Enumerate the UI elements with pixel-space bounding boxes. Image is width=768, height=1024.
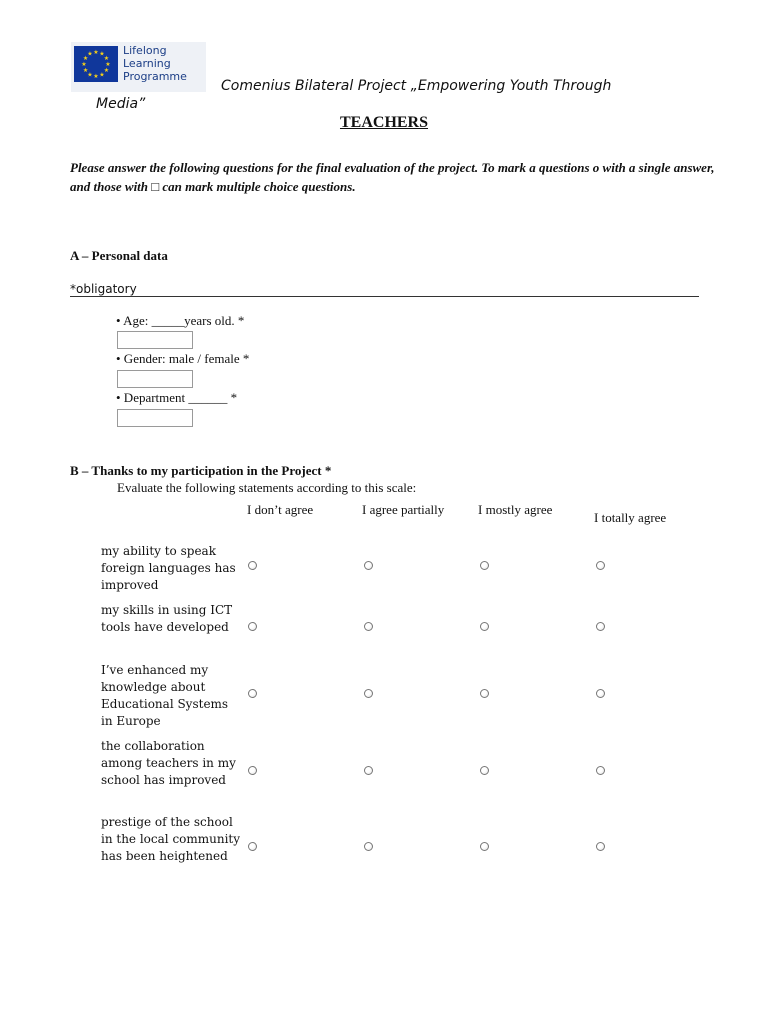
radio-5-totally-agree[interactable] — [596, 842, 605, 851]
age-input[interactable] — [117, 331, 193, 349]
divider — [70, 296, 699, 297]
obligatory-note: *obligatory — [70, 282, 137, 296]
radio-1-agree-partially[interactable] — [364, 561, 373, 570]
svg-text:★: ★ — [82, 55, 89, 62]
radio-4-totally-agree[interactable] — [596, 766, 605, 775]
svg-text:★: ★ — [105, 61, 111, 68]
radio-5-mostly-agree[interactable] — [480, 842, 489, 851]
radio-4-mostly-agree[interactable] — [480, 766, 489, 775]
svg-text:★: ★ — [81, 61, 87, 68]
scale-col-4: I totally agree — [594, 510, 667, 525]
radio-5-agree-partially[interactable] — [364, 842, 373, 851]
radio-3-dont-agree[interactable] — [248, 689, 257, 698]
radio-1-dont-agree[interactable] — [248, 561, 257, 570]
radio-3-mostly-agree[interactable] — [480, 689, 489, 698]
radio-5-dont-agree[interactable] — [248, 842, 257, 851]
scale-col-3: I mostly agree — [478, 502, 553, 517]
radio-2-totally-agree[interactable] — [596, 622, 605, 631]
radio-2-agree-partially[interactable] — [364, 622, 373, 631]
statement-3: I’ve enhanced my knowledge about Educational Systems in Europe — [101, 663, 229, 728]
age-label: • Age: _____years old. * — [116, 313, 245, 328]
logo-text: Lifelong Learning Programme — [123, 44, 187, 83]
svg-text:★: ★ — [103, 67, 110, 74]
department-input[interactable] — [117, 409, 193, 427]
svg-text:★: ★ — [99, 71, 105, 79]
svg-text:★: ★ — [93, 49, 99, 56]
scale-intro: Evaluate the following statements according to this scale: — [117, 480, 417, 495]
statement-2: my skills in using ICT tools have developed — [101, 603, 233, 634]
page-title: TEACHERS — [339, 114, 429, 131]
scale-col-1: I don’t agree — [247, 502, 314, 517]
svg-text:★: ★ — [103, 55, 110, 62]
radio-3-totally-agree[interactable] — [596, 689, 605, 698]
radio-1-totally-agree[interactable] — [596, 561, 605, 570]
instructions: Please answer the following questions for the final evaluation of the project. To mark a questions o with a single answer, and those with □ can mark multiple choice questions. — [70, 160, 715, 194]
section-a-heading: A – Personal data — [70, 248, 168, 263]
svg-text:★: ★ — [82, 67, 89, 74]
statement-4: the collaboration among teachers in my school has improved — [101, 739, 236, 787]
svg-text:★: ★ — [87, 50, 93, 58]
scale-col-2: I agree partially — [362, 502, 445, 517]
radio-2-dont-agree[interactable] — [248, 622, 257, 631]
gender-input[interactable] — [117, 370, 193, 388]
svg-text:★: ★ — [93, 73, 99, 80]
section-b-heading: B – Thanks to my participation in the Project * — [70, 463, 332, 478]
radio-4-agree-partially[interactable] — [364, 766, 373, 775]
radio-2-mostly-agree[interactable] — [480, 622, 489, 631]
svg-text:★: ★ — [87, 71, 93, 79]
department-label: • Department ______ * — [116, 390, 238, 405]
svg-text:★: ★ — [99, 50, 105, 58]
project-title: Comenius Bilateral Project „Empowering Youth Through Media” — [96, 78, 612, 112]
radio-1-mostly-agree[interactable] — [480, 561, 489, 570]
gender-label: • Gender: male / female * — [116, 351, 250, 366]
statement-1: my ability to speak foreign languages has improved — [101, 544, 236, 592]
radio-3-agree-partially[interactable] — [364, 689, 373, 698]
radio-4-dont-agree[interactable] — [248, 766, 257, 775]
statement-5: prestige of the school in the local community has been heightened — [101, 815, 241, 863]
